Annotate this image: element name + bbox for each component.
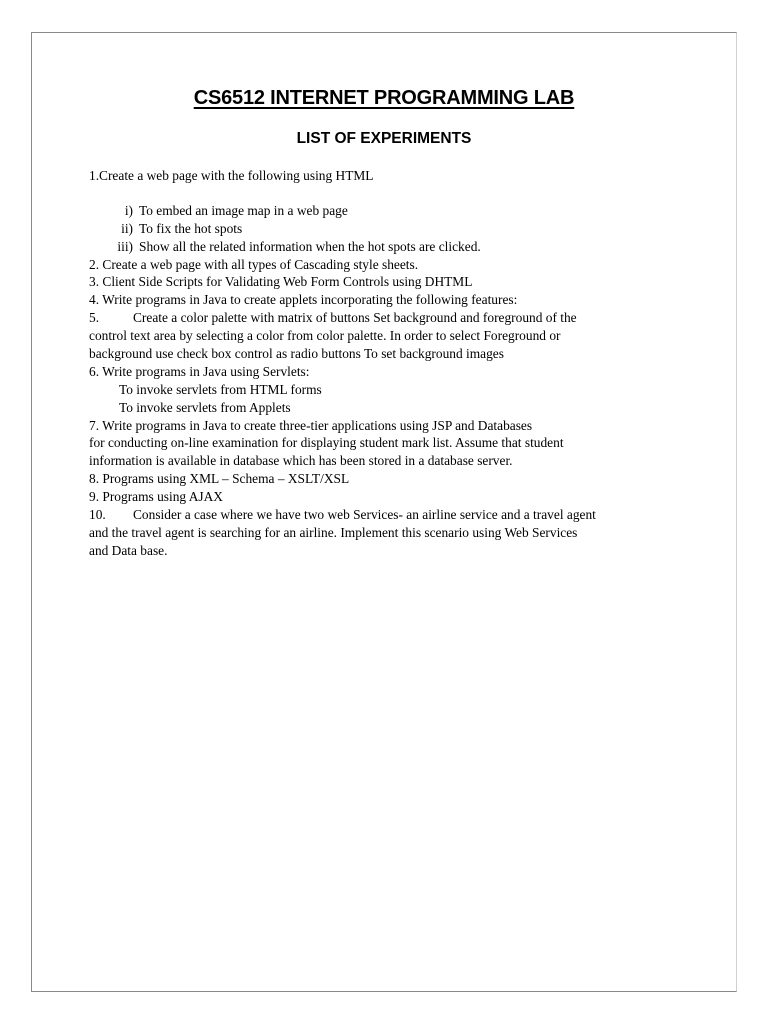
- list-item-1: 1.Create a web page with the following using HTML: [89, 168, 374, 183]
- list-item-6-a: To invoke servlets from HTML forms: [119, 381, 322, 397]
- list-item-7-cont: for conducting on-line examination for displaying student mark list. Assume that student: [89, 435, 564, 451]
- list-item-2: 2. Create a web page with all types of Cascading style sheets.: [89, 256, 419, 272]
- list-item-10: [89, 506, 709, 524]
- list-item-3: 3. Client Side Scripts for Validating Web Form Controls using DHTML: [89, 274, 473, 290]
- list-item-5-cont: background use check box control as radio buttons To set background images: [89, 346, 504, 362]
- sub-item-2: [89, 220, 709, 238]
- list-item-10-cont: and Data base.: [89, 542, 168, 558]
- list-item-text: Create a color palette with matrix of buttons Set background and foreground of the: [133, 310, 577, 326]
- sub-item-number: ii): [121, 220, 133, 236]
- list-item-7-cont: information is available in database which has been stored in a database server.: [89, 453, 513, 469]
- sub-item-1: [89, 202, 709, 220]
- sub-item-3: [89, 238, 709, 256]
- list-item-5-cont: control text area by selecting a color from color palette. In order to select Foreground or: [89, 328, 561, 344]
- list-item-6: 6. Write programs in Java using Servlets:: [89, 363, 310, 379]
- sub-item-text: Show all the related information when the hot spots are clicked.: [139, 238, 481, 254]
- list-item-9: 9. Programs using AJAX: [89, 489, 223, 505]
- sub-item-number: i): [124, 202, 133, 218]
- list-item-number: 5.: [89, 310, 100, 326]
- list-item-number: 10.: [89, 507, 106, 523]
- list-item-text: Consider a case where we have two web Services- an airline service and a travel agent: [133, 507, 596, 523]
- list-item-7: 7. Write programs in Java to create three-tier applications using JSP and Databases: [89, 417, 533, 433]
- document-title: CS6512 INTERNET PROGRAMMING LAB: [193, 87, 575, 109]
- list-item-8: 8. Programs using XML – Schema – XSLT/XSL: [89, 471, 350, 487]
- experiment-list: [89, 167, 709, 560]
- list-item-10-cont: and the travel agent is searching for an airline. Implement this scenario using Web Services: [89, 524, 578, 540]
- list-item-6-b: To invoke servlets from Applets: [119, 399, 291, 415]
- list-item-5: [89, 309, 709, 327]
- document-page: [31, 32, 737, 992]
- document-subtitle: LIST OF EXPERIMENTS: [296, 130, 472, 147]
- spacer: [89, 185, 709, 202]
- list-item-4: 4. Write programs in Java to create applets incorporating the following features:: [89, 292, 518, 308]
- sub-item-text: To fix the hot spots: [139, 220, 243, 236]
- sub-item-text: To embed an image map in a web page: [139, 202, 348, 218]
- sub-item-number: iii): [117, 238, 133, 254]
